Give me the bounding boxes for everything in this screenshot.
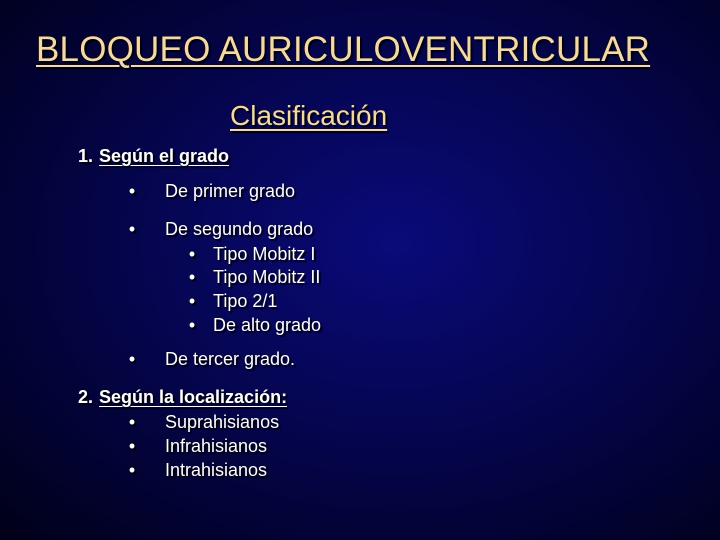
- sub-list-item-label: De alto grado: [213, 315, 322, 335]
- bullet: •: [128, 412, 136, 432]
- sub-list-item-label: Tipo Mobitz I: [213, 244, 316, 264]
- list-item-label: Infrahisianos: [165, 436, 268, 456]
- bullet: •: [128, 349, 136, 369]
- section-1-title: Según el grado: [99, 146, 230, 166]
- list-item-label: Intrahisianos: [165, 460, 268, 480]
- bullet: •: [128, 181, 136, 201]
- sub-list-item-label: Tipo Mobitz II: [213, 267, 321, 287]
- bullet: •: [188, 244, 196, 264]
- section-2-title: Según la localización:: [99, 387, 288, 407]
- list-item-label: De primer grado: [165, 181, 296, 201]
- bullet: •: [128, 460, 136, 480]
- bullet: •: [128, 436, 136, 456]
- list-item-label: Suprahisianos: [165, 412, 280, 432]
- slide-subtitle: Clasificación: [230, 100, 388, 131]
- list-item-label: De tercer grado.: [165, 349, 296, 369]
- list-item-label: De segundo grado: [165, 219, 314, 239]
- section-1-heading: [78, 146, 229, 167]
- bullet: •: [128, 219, 136, 239]
- bullet: •: [188, 291, 196, 311]
- section-2-heading: [78, 387, 287, 408]
- bullet: •: [188, 267, 196, 287]
- sub-list-item-label: Tipo 2/1: [213, 291, 278, 311]
- section-2-number: 2.: [78, 387, 94, 407]
- bullet: •: [188, 315, 196, 335]
- section-1-number: 1.: [78, 146, 94, 166]
- slide-title: BLOQUEO AURICULOVENTRICULAR: [36, 30, 651, 69]
